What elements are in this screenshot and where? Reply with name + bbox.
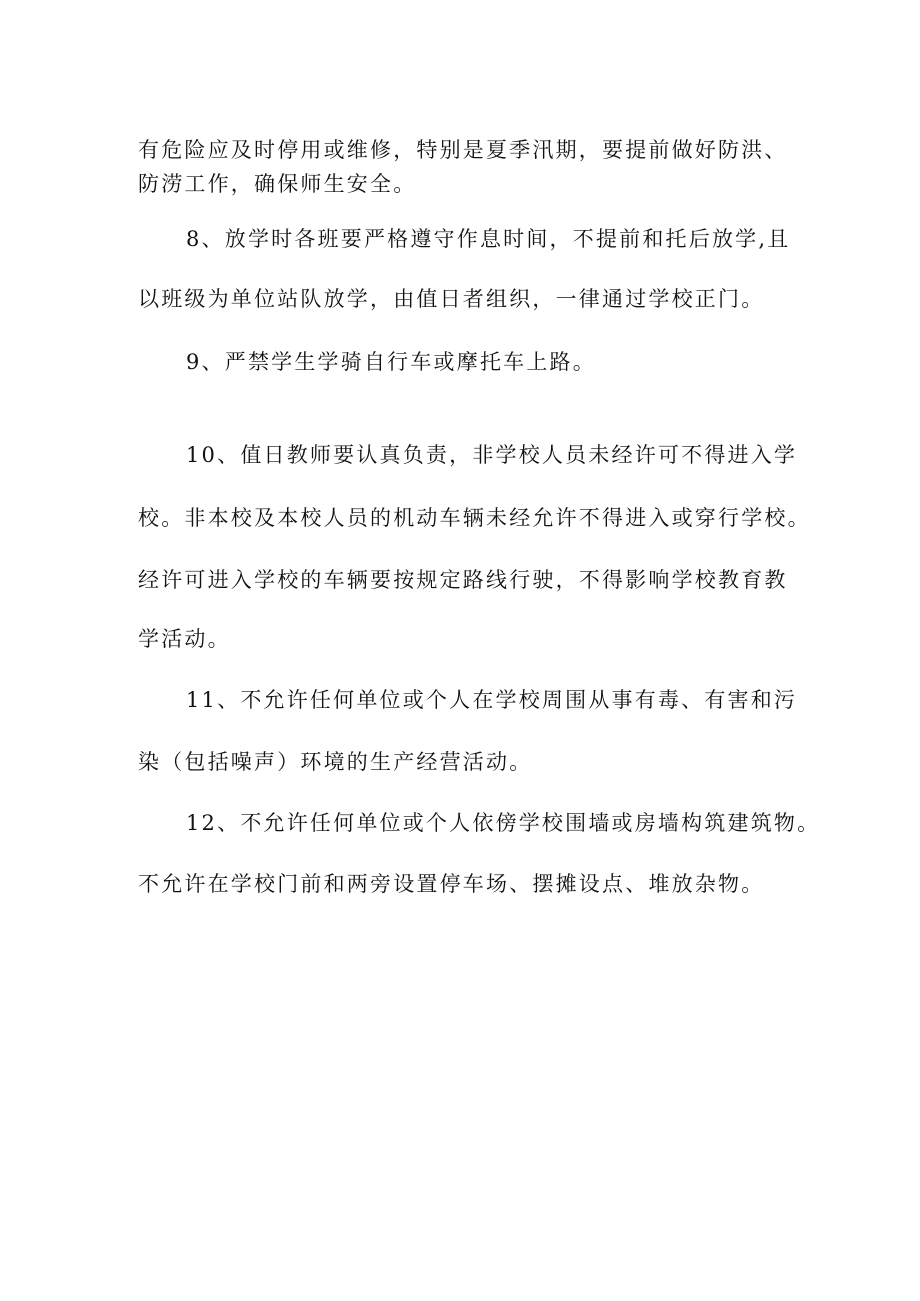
text-line: 校。非本校及本校人员的机动车辆未经允许不得进入或穿行学校。: [138, 506, 811, 530]
text-line: 防涝工作，确保师生安全。: [138, 172, 417, 196]
text-line: 学活动。: [138, 627, 231, 651]
text-line: 染（包括噪声）环境的生产经营活动。: [138, 750, 533, 774]
paragraph-8-start: 8、放学时各班要严格遵守作息时间，不提前和托后放学,且: [186, 227, 791, 251]
text-line: 不允许在学校门前和两旁设置停车场、摆摊设点、堆放杂物。: [138, 872, 765, 896]
paragraph-10-start: 10、值日教师要认真负责，非学校人员未经许可不得进入学: [186, 443, 798, 467]
paragraph-12-start: 12、不允许任何单位或个人依傍学校围墙或房墙构筑建筑物。: [186, 811, 821, 835]
text-line: 有危险应及时停用或维修，特别是夏季汛期，要提前做好防洪、: [138, 138, 788, 162]
paragraph-11-start: 11、不允许任何单位或个人在学校周围从事有毒、有害和污: [186, 688, 798, 712]
paragraph-9: 9、严禁学生学骑自行车或摩托车上路。: [186, 350, 596, 374]
text-line: 以班级为单位站队放学，由值日者组织，一律通过学校正门。: [138, 287, 765, 311]
text-line: 经许可进入学校的车辆要按规定路线行驶，不得影响学校教育教: [138, 568, 788, 592]
